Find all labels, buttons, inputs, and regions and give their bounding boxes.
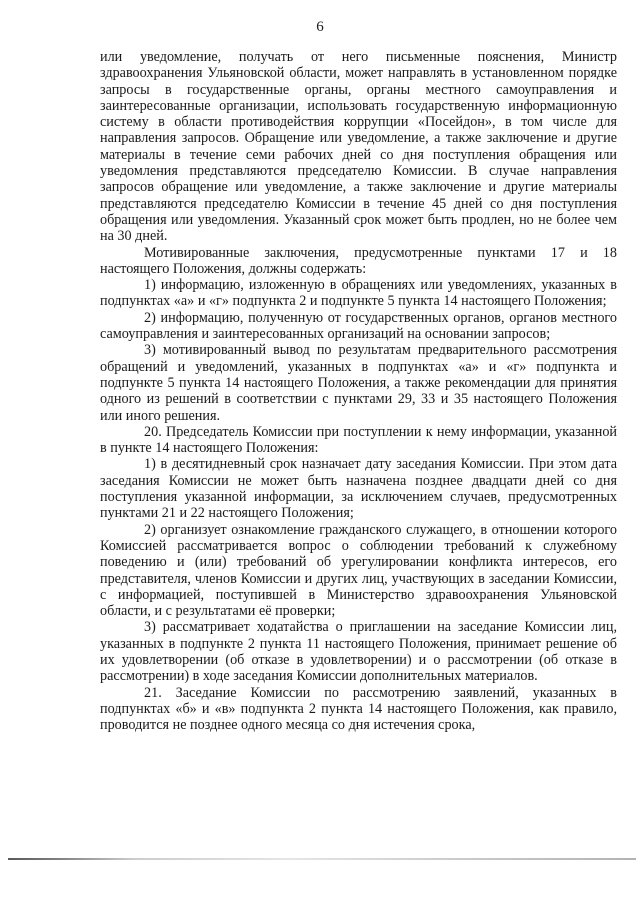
list-item: 1) в десятидневный срок назначает дату заседания Комиссии. При этом дата заседания Комиссии не может быть назначена позднее двадцати дней со дня поступления указанной информации, за исключением случаев, предусмотренных пунктами 21 и 22 настоящего Положения;	[100, 456, 617, 522]
list-item: 2) организует ознакомление гражданского служащего, в отношении которого Комиссией рассматривается вопрос о соблюдении требований к служебному поведению и (или) требований об урегулировании конфликта интересов, его представителя, членов Комиссии и других лиц, участвующих в заседании Комиссии, с информацией, поступившей в Министерство здравоохранения Ульяновской области, и с результатами её проверки;	[100, 521, 617, 620]
paragraph: 20. Председатель Комиссии при поступлении к нему информации, указанной в пункте 14 настоящего Положения:	[100, 423, 617, 457]
list-item: 3) мотивированный вывод по результатам предварительного рассмотрения обращений и уведомлений, указанных в подпунктах «а» и «г» подпункта и подпункте 5 пункта 14 настоящего Положения, а также рекомендации для принятия одного из решений в соответствии с пунктами 29, 33 и 35 настоящего Положения или иного решения.	[100, 342, 617, 424]
page-number: 6	[316, 19, 324, 35]
list-item: 3) рассматривает ходатайства о приглашении на заседание Комиссии лиц, указанных в подпункте 2 пункта 11 настоящего Положения, принимает решение об их удовлетворении (об отказе в удовлетворении) и о рассмотрении (об отказе в рассмотрении) в ходе заседания Комиссии дополнительных материалов.	[100, 619, 617, 685]
list-item: 2) информацию, полученную от государственных органов, органов местного самоуправления и заинтересованных организаций на основании запросов;	[100, 309, 617, 343]
paragraph: 21. Заседание Комиссии по рассмотрению заявлений, указанных в подпунктах «б» и «в» подпункта 2 пункта 14 настоящего Положения, как правило, проводится не позднее одного месяца со дня истечения срока,	[100, 684, 617, 734]
list-item: 1) информацию, изложенную в обращениях или уведомлениях, указанных в подпунктах «а» и «г» подпункта 2 и подпункте 5 пункта 14 настоящего Положения;	[100, 277, 617, 310]
paragraph: или уведомление, получать от него письменные пояснения, Министр здравоохранения Ульяновской области, может направлять в установленном порядке запросы в государственные органы, органы местного самоуправления и заинтересованные организации, использовать государственную информационную систему в области противодействия коррупции «Посейдон», в том числе для направления запросов. Обращение или уведомление, а также заключение и другие материалы в течение семи рабочих дней со дня поступления обращения или уведомления представляются председателю Комиссии. В случае направления запросов обращение или уведомление, а также заключение и другие материалы представляются председателю Комиссии в течение 45 дней со дня поступления обращения или уведомления. Указанный срок может быть продлен, но не более чем на 30 дней.	[100, 49, 617, 245]
paragraph: Мотивированные заключения, предусмотренные пунктами 17 и 18 настоящего Положения, должны содержать:	[100, 244, 617, 277]
scan-edge-line	[8, 858, 636, 860]
document-body	[100, 49, 617, 733]
